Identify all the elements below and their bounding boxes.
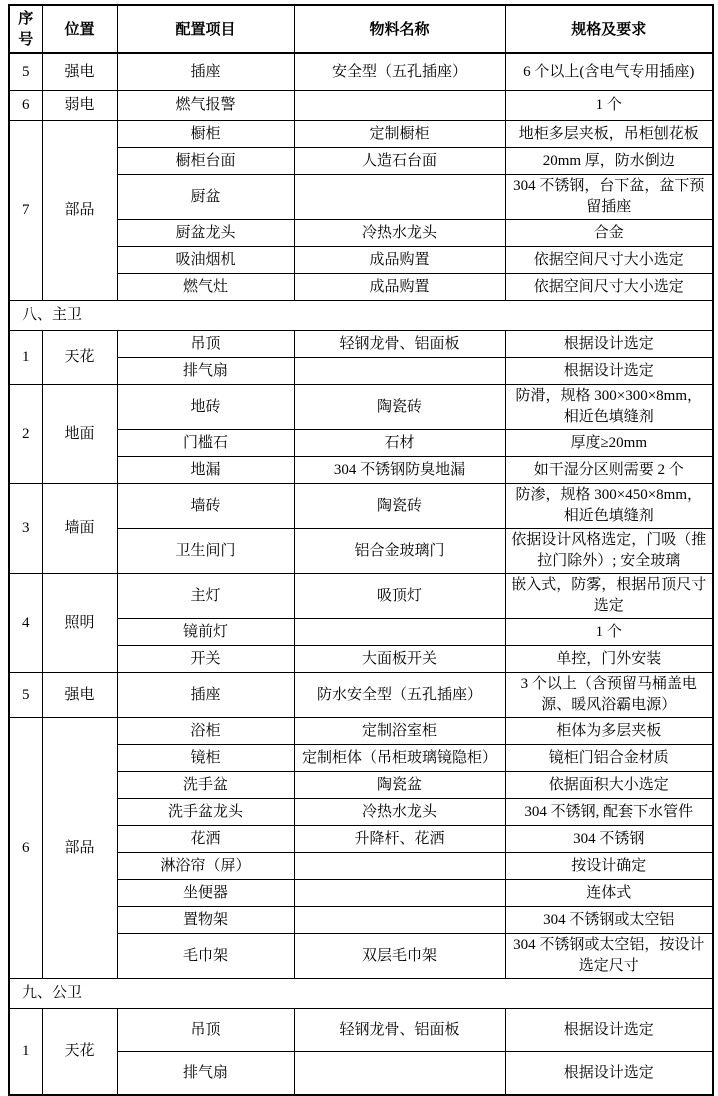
row-number-cell: 6: [9, 91, 42, 121]
item-cell: 开关: [117, 646, 294, 673]
section-banner: [9, 979, 713, 1009]
spec-cell: 依据面积大小选定: [505, 772, 713, 799]
item-cell: 主灯: [117, 574, 294, 619]
table-row: [9, 331, 713, 358]
material-cell: [294, 619, 505, 646]
spec-cell: 地柜多层夹板，吊柜刨花板: [505, 121, 713, 148]
item-cell: 插座: [117, 53, 294, 91]
spec-cell: 镜柜门铝合金材质: [505, 745, 713, 772]
material-cell: 防水安全型（五孔插座）: [294, 673, 505, 718]
material-cell: [294, 880, 505, 907]
table-header: [9, 5, 713, 53]
material-cell: [294, 907, 505, 934]
material-cell: 冷热水龙头: [294, 799, 505, 826]
location-cell: 照明: [42, 574, 117, 673]
row-number-cell: 1: [9, 331, 42, 385]
material-cell: 大面板开关: [294, 646, 505, 673]
spec-cell: 依据空间尺寸大小选定: [505, 274, 713, 301]
item-cell: 洗手盆: [117, 772, 294, 799]
item-cell: 吊顶: [117, 331, 294, 358]
item-group: [9, 1009, 713, 1096]
material-cell: 铝合金玻璃门: [294, 529, 505, 574]
spec-cell: 20mm 厚，防水倒边: [505, 148, 713, 175]
spec-cell: 6 个以上(含电气专用插座): [505, 53, 713, 91]
material-cell: 石材: [294, 430, 505, 457]
item-group: [9, 91, 713, 121]
row-number-cell: 3: [9, 484, 42, 574]
table-row: [9, 121, 713, 148]
col-header-item: 配置项目: [117, 5, 294, 53]
header-row: [9, 5, 713, 53]
item-cell: 厨盆龙头: [117, 220, 294, 247]
item-cell: 毛巾架: [117, 934, 294, 979]
spec-cell: 厚度≥20mm: [505, 430, 713, 457]
material-cell: 陶瓷砖: [294, 385, 505, 430]
row-number-cell: 4: [9, 574, 42, 673]
material-cell: 成品购置: [294, 274, 505, 301]
item-cell: 燃气灶: [117, 274, 294, 301]
spec-cell: 1 个: [505, 91, 713, 121]
item-group: [9, 331, 713, 385]
material-cell: 定制浴室柜: [294, 718, 505, 745]
row-number-cell: 1: [9, 1009, 42, 1096]
item-cell: 墙砖: [117, 484, 294, 529]
item-cell: 吊顶: [117, 1009, 294, 1052]
table-row: [9, 1009, 713, 1052]
section-title: 九、公卫: [9, 979, 713, 1009]
col-header-spec: 规格及要求: [505, 5, 713, 53]
item-group: [9, 385, 713, 484]
item-cell: 橱柜: [117, 121, 294, 148]
material-cell: [294, 175, 505, 220]
material-cell: 定制柜体（吊柜玻璃镜隐柜）: [294, 745, 505, 772]
item-cell: 排气扇: [117, 1052, 294, 1096]
material-cell: 陶瓷砖: [294, 484, 505, 529]
spec-cell: 3 个以上（含预留马桶盖电源、暖风浴霸电源）: [505, 673, 713, 718]
spec-cell: 嵌入式，防雾，根据吊顶尺寸选定: [505, 574, 713, 619]
spec-cell: 304 不锈钢，台下盆，盆下预留插座: [505, 175, 713, 220]
item-cell: 镜前灯: [117, 619, 294, 646]
material-cell: 轻钢龙骨、铝面板: [294, 1009, 505, 1052]
material-cell: 轻钢龙骨、铝面板: [294, 331, 505, 358]
section-title: 八、主卫: [9, 301, 713, 331]
item-cell: 橱柜台面: [117, 148, 294, 175]
spec-cell: 单控，门外安装: [505, 646, 713, 673]
location-cell: 部品: [42, 121, 117, 301]
item-cell: 插座: [117, 673, 294, 718]
table-row: [9, 53, 713, 91]
spec-cell: 按设计确定: [505, 853, 713, 880]
location-cell: 地面: [42, 385, 117, 484]
spec-cell: 1 个: [505, 619, 713, 646]
col-header-material: 物料名称: [294, 5, 505, 53]
spec-cell: 304 不锈钢或太空铝: [505, 907, 713, 934]
item-cell: 吸油烟机: [117, 247, 294, 274]
table-row: [9, 385, 713, 430]
row-number-cell: 6: [9, 718, 42, 979]
item-cell: 排气扇: [117, 358, 294, 385]
item-group: [9, 718, 713, 979]
material-cell: [294, 853, 505, 880]
item-cell: 浴柜: [117, 718, 294, 745]
spec-cell: 依据设计风格选定，门吸（推拉门除外）; 安全玻璃: [505, 529, 713, 574]
item-cell: 置物架: [117, 907, 294, 934]
item-cell: 镜柜: [117, 745, 294, 772]
item-cell: 燃气报警: [117, 91, 294, 121]
material-cell: 吸顶灯: [294, 574, 505, 619]
section-header-row: [9, 301, 713, 331]
item-group: [9, 673, 713, 718]
col-header-index: 序号: [9, 5, 42, 53]
material-cell: 304 不锈钢防臭地漏: [294, 457, 505, 484]
material-cell: [294, 358, 505, 385]
item-cell: 地漏: [117, 457, 294, 484]
table-row: [9, 574, 713, 619]
table-row: [9, 673, 713, 718]
section-header-row: [9, 979, 713, 1009]
location-cell: 强电: [42, 673, 117, 718]
item-cell: 洗手盆龙头: [117, 799, 294, 826]
item-cell: 地砖: [117, 385, 294, 430]
material-cell: 人造石台面: [294, 148, 505, 175]
material-cell: 成品购置: [294, 247, 505, 274]
material-cell: 升降杆、花洒: [294, 826, 505, 853]
row-number-cell: 2: [9, 385, 42, 484]
row-number-cell: 7: [9, 121, 42, 301]
location-cell: 天花: [42, 331, 117, 385]
location-cell: 弱电: [42, 91, 117, 121]
material-cell: 定制橱柜: [294, 121, 505, 148]
row-number-cell: 5: [9, 673, 42, 718]
spec-cell: 防滑，规格 300×300×8mm，相近色填缝剂: [505, 385, 713, 430]
spec-table: [8, 4, 714, 1096]
spec-cell: 如干湿分区则需要 2 个: [505, 457, 713, 484]
material-cell: 陶瓷盆: [294, 772, 505, 799]
item-group: [9, 574, 713, 673]
table-row: [9, 91, 713, 121]
spec-cell: 304 不锈钢: [505, 826, 713, 853]
spec-cell: 柜体为多层夹板: [505, 718, 713, 745]
spec-cell: 根据设计选定: [505, 1009, 713, 1052]
item-cell: 卫生间门: [117, 529, 294, 574]
item-cell: 淋浴帘（屏）: [117, 853, 294, 880]
location-cell: 强电: [42, 53, 117, 91]
spec-cell: 连体式: [505, 880, 713, 907]
spec-cell: 根据设计选定: [505, 1052, 713, 1096]
material-cell: 冷热水龙头: [294, 220, 505, 247]
item-group: [9, 484, 713, 574]
location-cell: 墙面: [42, 484, 117, 574]
spec-cell: 依据空间尺寸大小选定: [505, 247, 713, 274]
material-cell: 安全型（五孔插座）: [294, 53, 505, 91]
spec-cell: 304 不锈钢, 配套下水管件: [505, 799, 713, 826]
item-group: [9, 53, 713, 91]
item-cell: 厨盆: [117, 175, 294, 220]
section-banner: [9, 301, 713, 331]
item-cell: 坐便器: [117, 880, 294, 907]
col-header-location: 位置: [42, 5, 117, 53]
item-group: [9, 121, 713, 301]
table-row: [9, 484, 713, 529]
spec-cell: 根据设计选定: [505, 331, 713, 358]
location-cell: 部品: [42, 718, 117, 979]
spec-cell: 防渗，规格 300×450×8mm，相近色填缝剂: [505, 484, 713, 529]
material-cell: [294, 91, 505, 121]
material-cell: [294, 1052, 505, 1096]
spec-cell: 根据设计选定: [505, 358, 713, 385]
material-cell: 双层毛巾架: [294, 934, 505, 979]
row-number-cell: 5: [9, 53, 42, 91]
spec-cell: 合金: [505, 220, 713, 247]
item-cell: 花洒: [117, 826, 294, 853]
spec-cell: 304 不锈钢或太空铝，按设计选定尺寸: [505, 934, 713, 979]
item-cell: 门槛石: [117, 430, 294, 457]
location-cell: 天花: [42, 1009, 117, 1096]
table-row: [9, 718, 713, 745]
